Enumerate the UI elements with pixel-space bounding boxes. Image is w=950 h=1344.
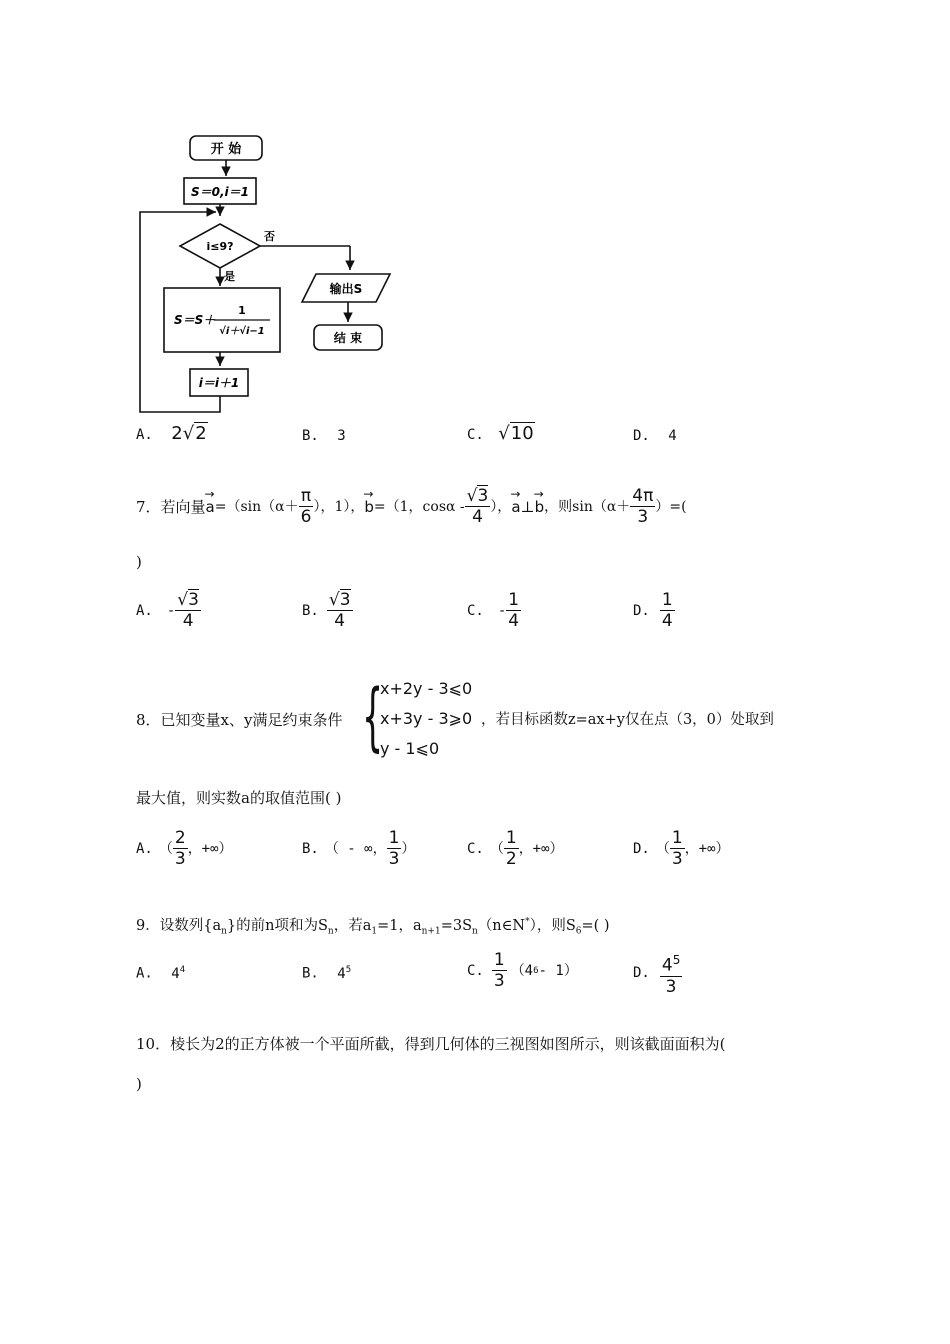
q8-b-open: （ - ∞， [324,840,387,857]
q8-constraint-2: x+3y - 3⩾0 [380,709,473,728]
q8-option-b [302,828,415,869]
flowchart [136,128,396,418]
q9-mid-4: =3S [440,917,473,934]
q9-a-exp: 4 [179,965,186,975]
q9-mid-1: }的前n项和为S [226,917,328,934]
q9-c-num: 1 [493,950,505,970]
q8-c-num: 1 [505,828,517,848]
q8-c-open: （ [489,840,504,857]
q9-mid-3: =1，a [377,917,422,934]
q10-line1: 10．棱长为2的正方体被一个平面所截，得到几何体的三视图如图所示，则该截面面积为( [136,1035,726,1053]
q9-mid-5: （n∈N [477,917,526,934]
q7-d-four: 4 [661,611,673,631]
flow-yes-label: 是 [224,270,235,283]
q8-b-close: ） [401,840,416,857]
option-label: B. [302,602,319,619]
option-label: D. [633,602,650,619]
q8-d-frac [670,828,685,869]
q7-a-frac: $\frac{√3}{4}$ [177,590,199,631]
flow-update-text: S＝S＋ [174,313,216,327]
option-label: B. [302,428,319,444]
q8-b-den: 3 [388,849,400,869]
flow-no-label: 否 [264,230,275,243]
q8-c-frac [504,828,519,869]
flow-end-text: 结 束 [333,331,363,345]
q7-six: 6 [300,507,312,527]
q7-a-sqrt3: 3 [188,590,199,610]
q7-four: 4 [472,507,483,527]
q7-c-frac [506,590,521,631]
q6-c-rad: 10 [510,423,534,444]
q7-text-6: ）=( [655,498,687,515]
q7-text-1: =（sin（α＋ [214,498,299,515]
q9-b-exp: 5 [345,965,352,975]
q8-c-close: ，+∞） [518,840,564,857]
q6-a-coef: 2 [171,423,183,444]
q8-prefix: 8．已知变量x、y满足约束条件 [136,711,343,729]
q9-mid-6: ），则S [529,917,576,934]
flow-condition-text: i≤9? [206,240,234,253]
q8-option-d [633,828,730,869]
q6-option-c: C. √10 [467,423,534,444]
q8-a-den: 3 [174,849,186,869]
q6-b-val: 3 [337,428,346,444]
q8-c-den: 2 [505,849,517,869]
flow-update-den: √i＋√i−1 [219,326,265,337]
q7-frac-pi6 [299,486,314,527]
q7-b-frac: $\frac{√3}{4}$ [328,590,351,631]
q8-option-c [467,828,564,869]
q6-a-rad: 2 [195,423,207,444]
q9-stem [136,912,610,942]
q7-frac-sqrt3-4: $\frac{√3}{4}$ [466,486,489,527]
flow-init-text: S＝0,i＝1 [190,185,250,199]
q8-a-num: 2 [174,828,186,848]
q6-option-d [633,426,677,446]
q8-d-open: （ [655,840,670,857]
q9-sub-n-1: n [221,926,227,937]
q8-brace: { [362,674,384,760]
option-label: D. [633,428,650,444]
q8-a-frac [173,828,188,869]
q7-vector-a: → a [206,497,215,517]
q9-suffix: =( ) [581,917,610,934]
q9-option-c [467,950,578,991]
option-label: C. [467,840,484,857]
q8-a-close: ，+∞） [187,840,233,857]
q9-sub-n-3: n [472,926,478,937]
q7-text-2: ），1）， [313,498,365,515]
flow-output-text: 输出S [329,282,363,296]
option-label: B. [302,840,319,857]
q8-option-a [136,828,233,869]
q9-d-den: 3 [665,976,677,997]
q7-perp: ⊥ [520,497,535,516]
option-label: A. [136,965,153,982]
q9-d-num-base: 4 [661,955,673,976]
q9-sub-np1: n+1 [421,926,441,937]
q10-line2: ) [136,1075,142,1093]
q9-c-den: 3 [493,971,505,991]
q7-c-sign: - [497,602,507,619]
q7-text-4: ）， [490,498,512,515]
q8-b-num: 1 [388,828,400,848]
flow-increment-text: i＝i＋1 [198,376,240,390]
q9-sub-6: 6 [575,926,582,937]
flow-update-num: 1 [238,304,246,317]
q7-text-3: =（1，cosα - [373,498,465,515]
q7-option-b [302,590,353,631]
q7-vector-b-2: → b [535,497,545,517]
option-label: C. [467,427,484,443]
q7-b-sqrt3: 3 [339,590,351,610]
q6-option-b [302,426,346,446]
q8-a-open: （ [158,840,173,857]
option-label: B. [302,965,319,982]
q7-c-num: 1 [508,590,520,610]
q9-option-a [136,960,185,984]
option-label: D. [633,840,650,857]
q7-option-a [136,590,201,631]
q7-sqrt3: 3 [477,486,489,506]
q7-text-5: ，则sin（α＋ [544,498,631,515]
q9-option-b [302,960,351,984]
option-label: A. [136,602,153,619]
q8-line2: 最大值，则实数a的取值范围( ) [136,789,342,807]
q7-option-c [467,590,521,631]
q7-fourpi: 4π [632,486,654,506]
q7-prefix: 7．若向量 [136,497,206,516]
q8-d-num: 1 [671,828,683,848]
q9-c-paren: （4 [510,962,534,979]
q6-d-val: 4 [668,428,677,444]
q6-option-a: A. 2√2 [136,423,207,444]
q9-sup-star: * [525,917,530,927]
q9-d-frac [660,950,682,997]
option-label: A. [136,427,153,443]
option-label: C. [467,602,484,619]
q9-option-d [633,950,682,997]
q9-sub-n-2: n [327,926,334,937]
q9-c-rest: - 1） [538,962,578,979]
q8-b-frac [387,828,402,869]
q7-b-four: 4 [334,611,346,631]
q8-d-close: ，+∞） [684,840,730,857]
q7-option-d [633,590,675,631]
q7-pi: π [300,486,312,506]
q7-vector-b: → b [364,497,374,517]
q7-frac-4pi3 [630,486,655,527]
q9-sub-1: 1 [371,926,378,937]
q7-a-sign: - [166,602,176,619]
q7-a-four: 4 [182,611,194,631]
q7-vector-a-2: → a [511,497,520,517]
flow-start-text: 开 始 [210,142,242,157]
q9-d-num-exp: 5 [672,953,681,967]
q7-d-frac [660,590,675,631]
q9-b-base: 4 [337,965,346,982]
q9-c-frac [492,950,507,991]
option-label: C. [467,962,484,979]
q8-d-den: 3 [671,849,683,869]
q9-a-base: 4 [171,965,180,982]
q9-prefix: 9．设数列{a [136,917,222,934]
q9-c-exp: 6 [533,965,539,976]
option-label: D. [633,965,650,982]
q8-suffix: ，若目标函数z=ax+y仅在点（3，0）处取到 [481,712,774,728]
q8-constraint-3: y - 1⩽0 [380,739,440,758]
q7-stem [136,486,687,527]
q7-c-four: 4 [508,611,520,631]
q7-close-paren: ) [136,553,142,571]
q9-mid-2: ，若a [333,917,372,934]
q7-d-num: 1 [661,590,673,610]
q7-three: 3 [637,507,649,527]
q8-constraint-1: x+2y - 3⩽0 [380,679,473,698]
option-label: A. [136,840,153,857]
